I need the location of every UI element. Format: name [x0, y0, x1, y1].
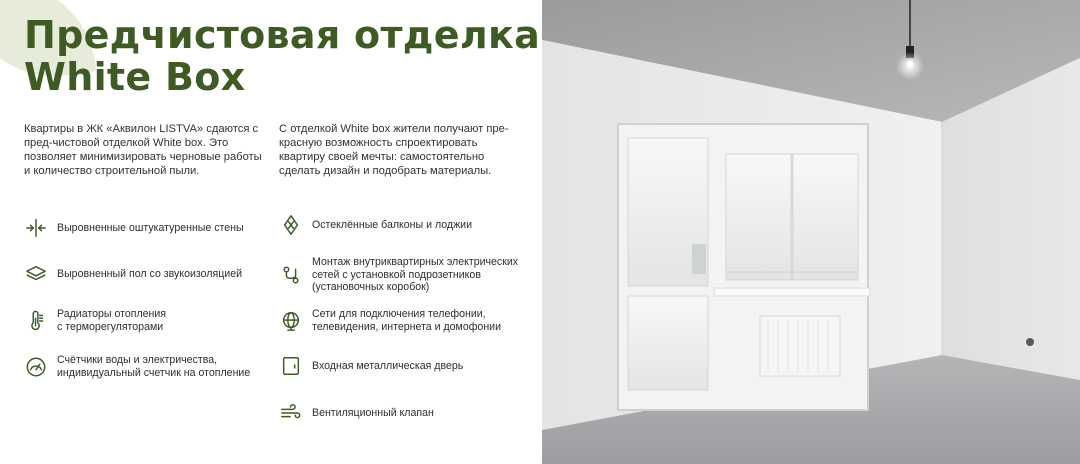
- walls-align-icon: [24, 216, 48, 240]
- feature-door: [279, 354, 532, 378]
- feature-wiring: [279, 256, 532, 294]
- wiring-icon: [279, 263, 303, 287]
- feature-text: Сети для подключения телефонии, телевидения, интернета и домофонии: [312, 308, 502, 333]
- feature-text: Радиаторы отопления с терморегуляторами: [57, 308, 167, 333]
- feature-meters: [24, 354, 277, 379]
- feature-ventilation: [279, 401, 532, 425]
- feature-radiators: [24, 308, 277, 333]
- floor-layers-icon: [24, 262, 48, 286]
- thermometer-icon: [24, 309, 48, 333]
- feature-walls: [24, 216, 277, 240]
- glazing-icon: [279, 213, 303, 237]
- room-photo: [542, 0, 1080, 464]
- ventilation-icon: [279, 401, 303, 425]
- page-title: [24, 14, 540, 98]
- title-line-2: White Box: [24, 55, 246, 99]
- title-line-1: Предчистовая отделка: [24, 13, 541, 57]
- feature-balconies: [279, 213, 532, 237]
- feature-text: Выровненный пол со звукоизоляцией: [57, 267, 243, 280]
- feature-text: Вентиляционный клапан: [312, 406, 434, 419]
- feature-text: Остеклённые балконы и лоджии: [312, 218, 473, 231]
- globe-network-icon: [279, 309, 303, 333]
- door-icon: [279, 354, 303, 378]
- feature-floor: [24, 262, 277, 286]
- feature-text: Входная металлическая дверь: [312, 359, 464, 372]
- feature-text: Выровненные оштукатуренные стены: [57, 221, 244, 234]
- feature-networks: [279, 308, 532, 333]
- intro-text-left: Квартиры в ЖК «Аквилон LISTVA» сдаются с пред-чистовой отделкой White box. Это позволяет минимизировать черновые работы и количество строительной пыли.: [24, 123, 262, 177]
- feature-text: Монтаж внутриквартирных электрических сетей с установкой подрозетников (установочных коробок): [312, 256, 519, 293]
- meter-gauge-icon: [24, 355, 48, 379]
- feature-text: Счётчики воды и электричества, индивидуальный счетчик на отопление: [57, 354, 251, 379]
- intro-text-right: С отделкой White box жители получают пре-красную возможность спроектировать квартиру своей мечты: самостоятельно сделать дизайн и подобрать материалы.: [279, 123, 509, 177]
